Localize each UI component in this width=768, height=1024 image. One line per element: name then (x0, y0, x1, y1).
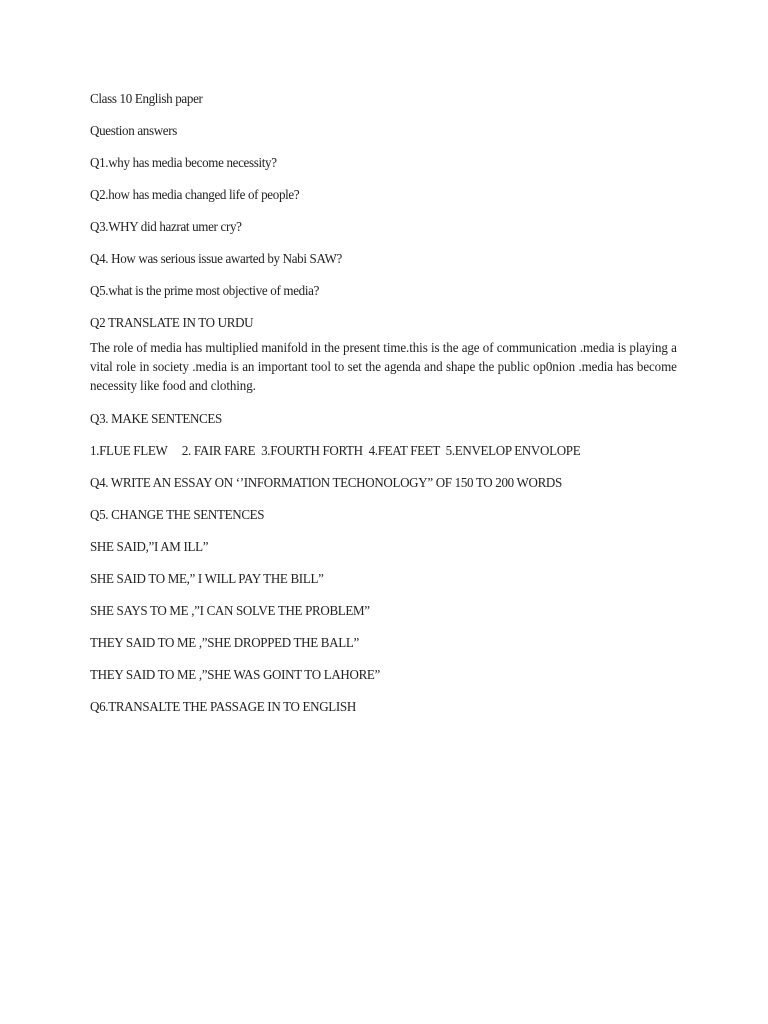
section-heading-change-sentences: Q5. CHANGE THE SENTENCES (90, 508, 265, 523)
question-1: Q1.why has media become necessity? (90, 156, 277, 171)
question-2: Q2.how has media changed life of people? (90, 188, 300, 203)
sentence-1: SHE SAID,”I AM ILL” (90, 540, 209, 555)
section-heading-make-sentences: Q3. MAKE SENTENCES (90, 412, 222, 427)
sentence-4: THEY SAID TO ME ,”SHE DROPPED THE BALL” (90, 636, 359, 651)
sentence-2: SHE SAID TO ME,” I WILL PAY THE BILL” (90, 572, 324, 587)
question-4: Q4. How was serious issue awarted by Nabi SAW? (90, 252, 342, 267)
sentence-3: SHE SAYS TO ME ,”I CAN SOLVE THE PROBLEM” (90, 604, 370, 619)
document-body (90, 90, 677, 730)
word-pairs-list: 1.FLUE FLEW 2. FAIR FARE 3.FOURTH FORTH 4.FEAT FEET 5.ENVELOP ENVOLOPE (90, 444, 581, 459)
section-heading-essay: Q4. WRITE AN ESSAY ON ‘’INFORMATION TECHONOLOGY” OF 150 TO 200 WORDS (90, 476, 562, 491)
sentence-5: THEY SAID TO ME ,”SHE WAS GOINT TO LAHORE” (90, 668, 381, 683)
question-5: Q5.what is the prime most objective of media? (90, 284, 320, 299)
section-heading-translate-urdu: Q2 TRANSLATE IN TO URDU (90, 316, 254, 331)
section-heading-question-answers: Question answers (90, 124, 178, 139)
question-3: Q3.WHY did hazrat umer cry? (90, 220, 242, 235)
section-heading-translate-english: Q6.TRANSALTE THE PASSAGE IN TO ENGLISH (90, 700, 356, 715)
document-title: Class 10 English paper (90, 92, 203, 107)
translation-paragraph: The role of media has multiplied manifold in the present time.this is the age of communication .media is playing a vital role in society .media is an important tool to set the agenda and shape the public op0nion .media has become necessity like food and clothing. (90, 341, 677, 394)
